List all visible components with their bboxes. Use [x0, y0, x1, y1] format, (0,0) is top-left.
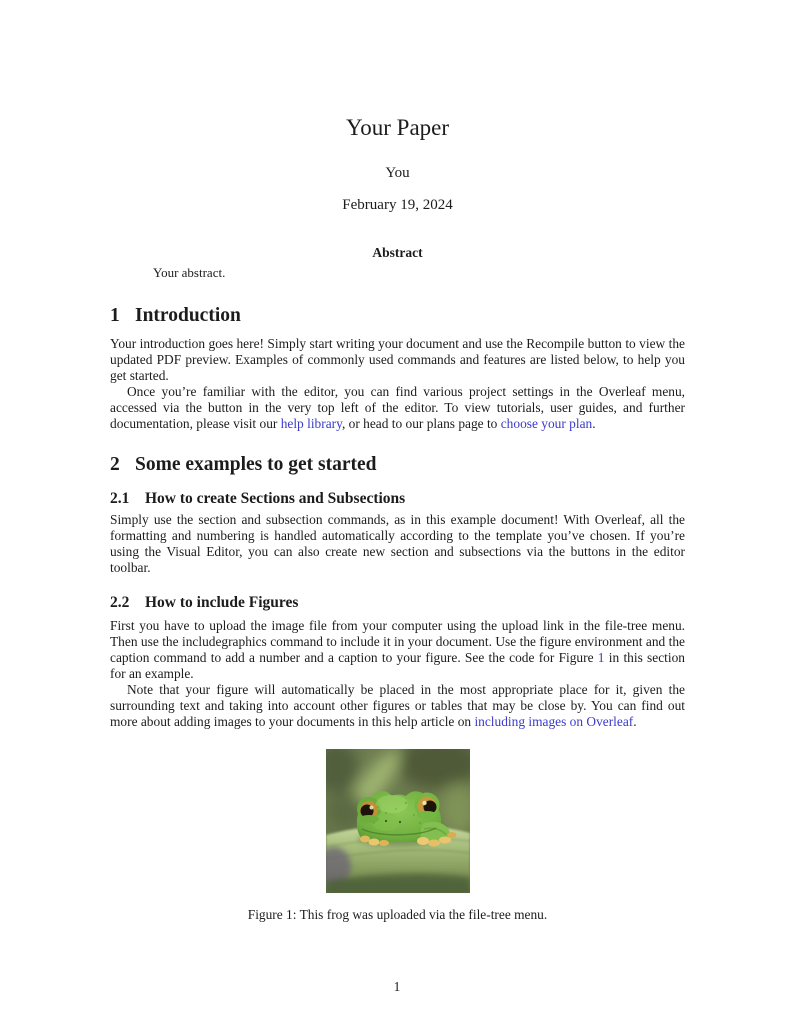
abstract-text: Your abstract.	[153, 265, 226, 280]
subsection-2-1-title: How to create Sections and Subsections	[145, 490, 406, 507]
section-2-title: Some examples to get started	[135, 454, 377, 475]
intro-paragraph-1: Your introduction goes here! Simply start writing your document and use the Recompile button to view the updated PDF preview. Examples of commonly used commands and features are listed below, to help you get started.	[110, 336, 685, 383]
figure-1-caption: Figure 1: This frog was uploaded via the file-tree menu.	[247, 907, 548, 922]
figures-paragraph-1	[110, 618, 685, 682]
section-1-heading	[110, 304, 685, 327]
subsection-2-1-number: 2.1	[110, 490, 130, 507]
figure-1-reference-link[interactable]: 1	[597, 650, 605, 665]
figure-1	[110, 749, 685, 893]
paper-title: Your Paper	[345, 115, 450, 140]
section-2-heading	[110, 453, 685, 476]
help-library-link[interactable]: help library	[280, 416, 342, 431]
figures-paragraph-2	[110, 682, 685, 730]
sections-paragraph: Simply use the section and subsection commands, as in this example document! With Overleaf, all the formatting and numbering is handled automatically according to the template you’ve chosen. If you’re using the Visual Editor, you can also create new section and subsections via the buttons in the editor toolbar.	[110, 512, 685, 575]
subsection-2-2-number: 2.2	[110, 594, 130, 611]
section-1-number: 1	[110, 305, 120, 326]
figures-paragraph-1-text: First you have to upload the image file from your computer using the upload link in the file-tree menu. Then use the includegraphics command to include it in your document. Use the figure environment and the caption command to add a number and a caption to your figure. See the code for Figure	[110, 618, 685, 665]
intro-paragraph-2-text: , or head to our plans page to	[341, 416, 501, 431]
subsection-2-2-title: How to include Figures	[145, 594, 299, 611]
figures-paragraph-1-text: in this section for an example.	[110, 650, 685, 681]
choose-your-plan-link[interactable]: choose your plan	[500, 416, 593, 431]
frog-photo	[326, 749, 470, 893]
paper-date: February 19, 2024	[342, 197, 453, 213]
including-images-link[interactable]: including images on Overleaf	[474, 714, 634, 729]
abstract-heading: Abstract	[372, 245, 423, 260]
subsection-2-1-heading	[110, 489, 685, 508]
section-1-title: Introduction	[135, 305, 241, 326]
intro-paragraph-2-text: .	[592, 416, 596, 431]
figures-paragraph-2-text: .	[633, 714, 637, 729]
page-number: 1	[393, 979, 401, 994]
intro-paragraph-2	[110, 384, 685, 432]
subsection-2-2-heading	[110, 593, 685, 612]
section-2-number: 2	[110, 454, 120, 475]
intro-paragraph-2-text: Once you’re familiar with the editor, you can find various project settings in the Overleaf menu, accessed via the button in the very top left of the editor. To view tutorials, user guides, and further documentation, please visit our	[110, 384, 685, 431]
figures-paragraph-2-text: Note that your figure will automatically be placed in the most appropriate place for it, given the surrounding text and taking into account other figures or tables that may be close by. You can find out more about adding images to your documents in this help article on	[110, 682, 685, 729]
paper-author: You	[385, 165, 410, 181]
